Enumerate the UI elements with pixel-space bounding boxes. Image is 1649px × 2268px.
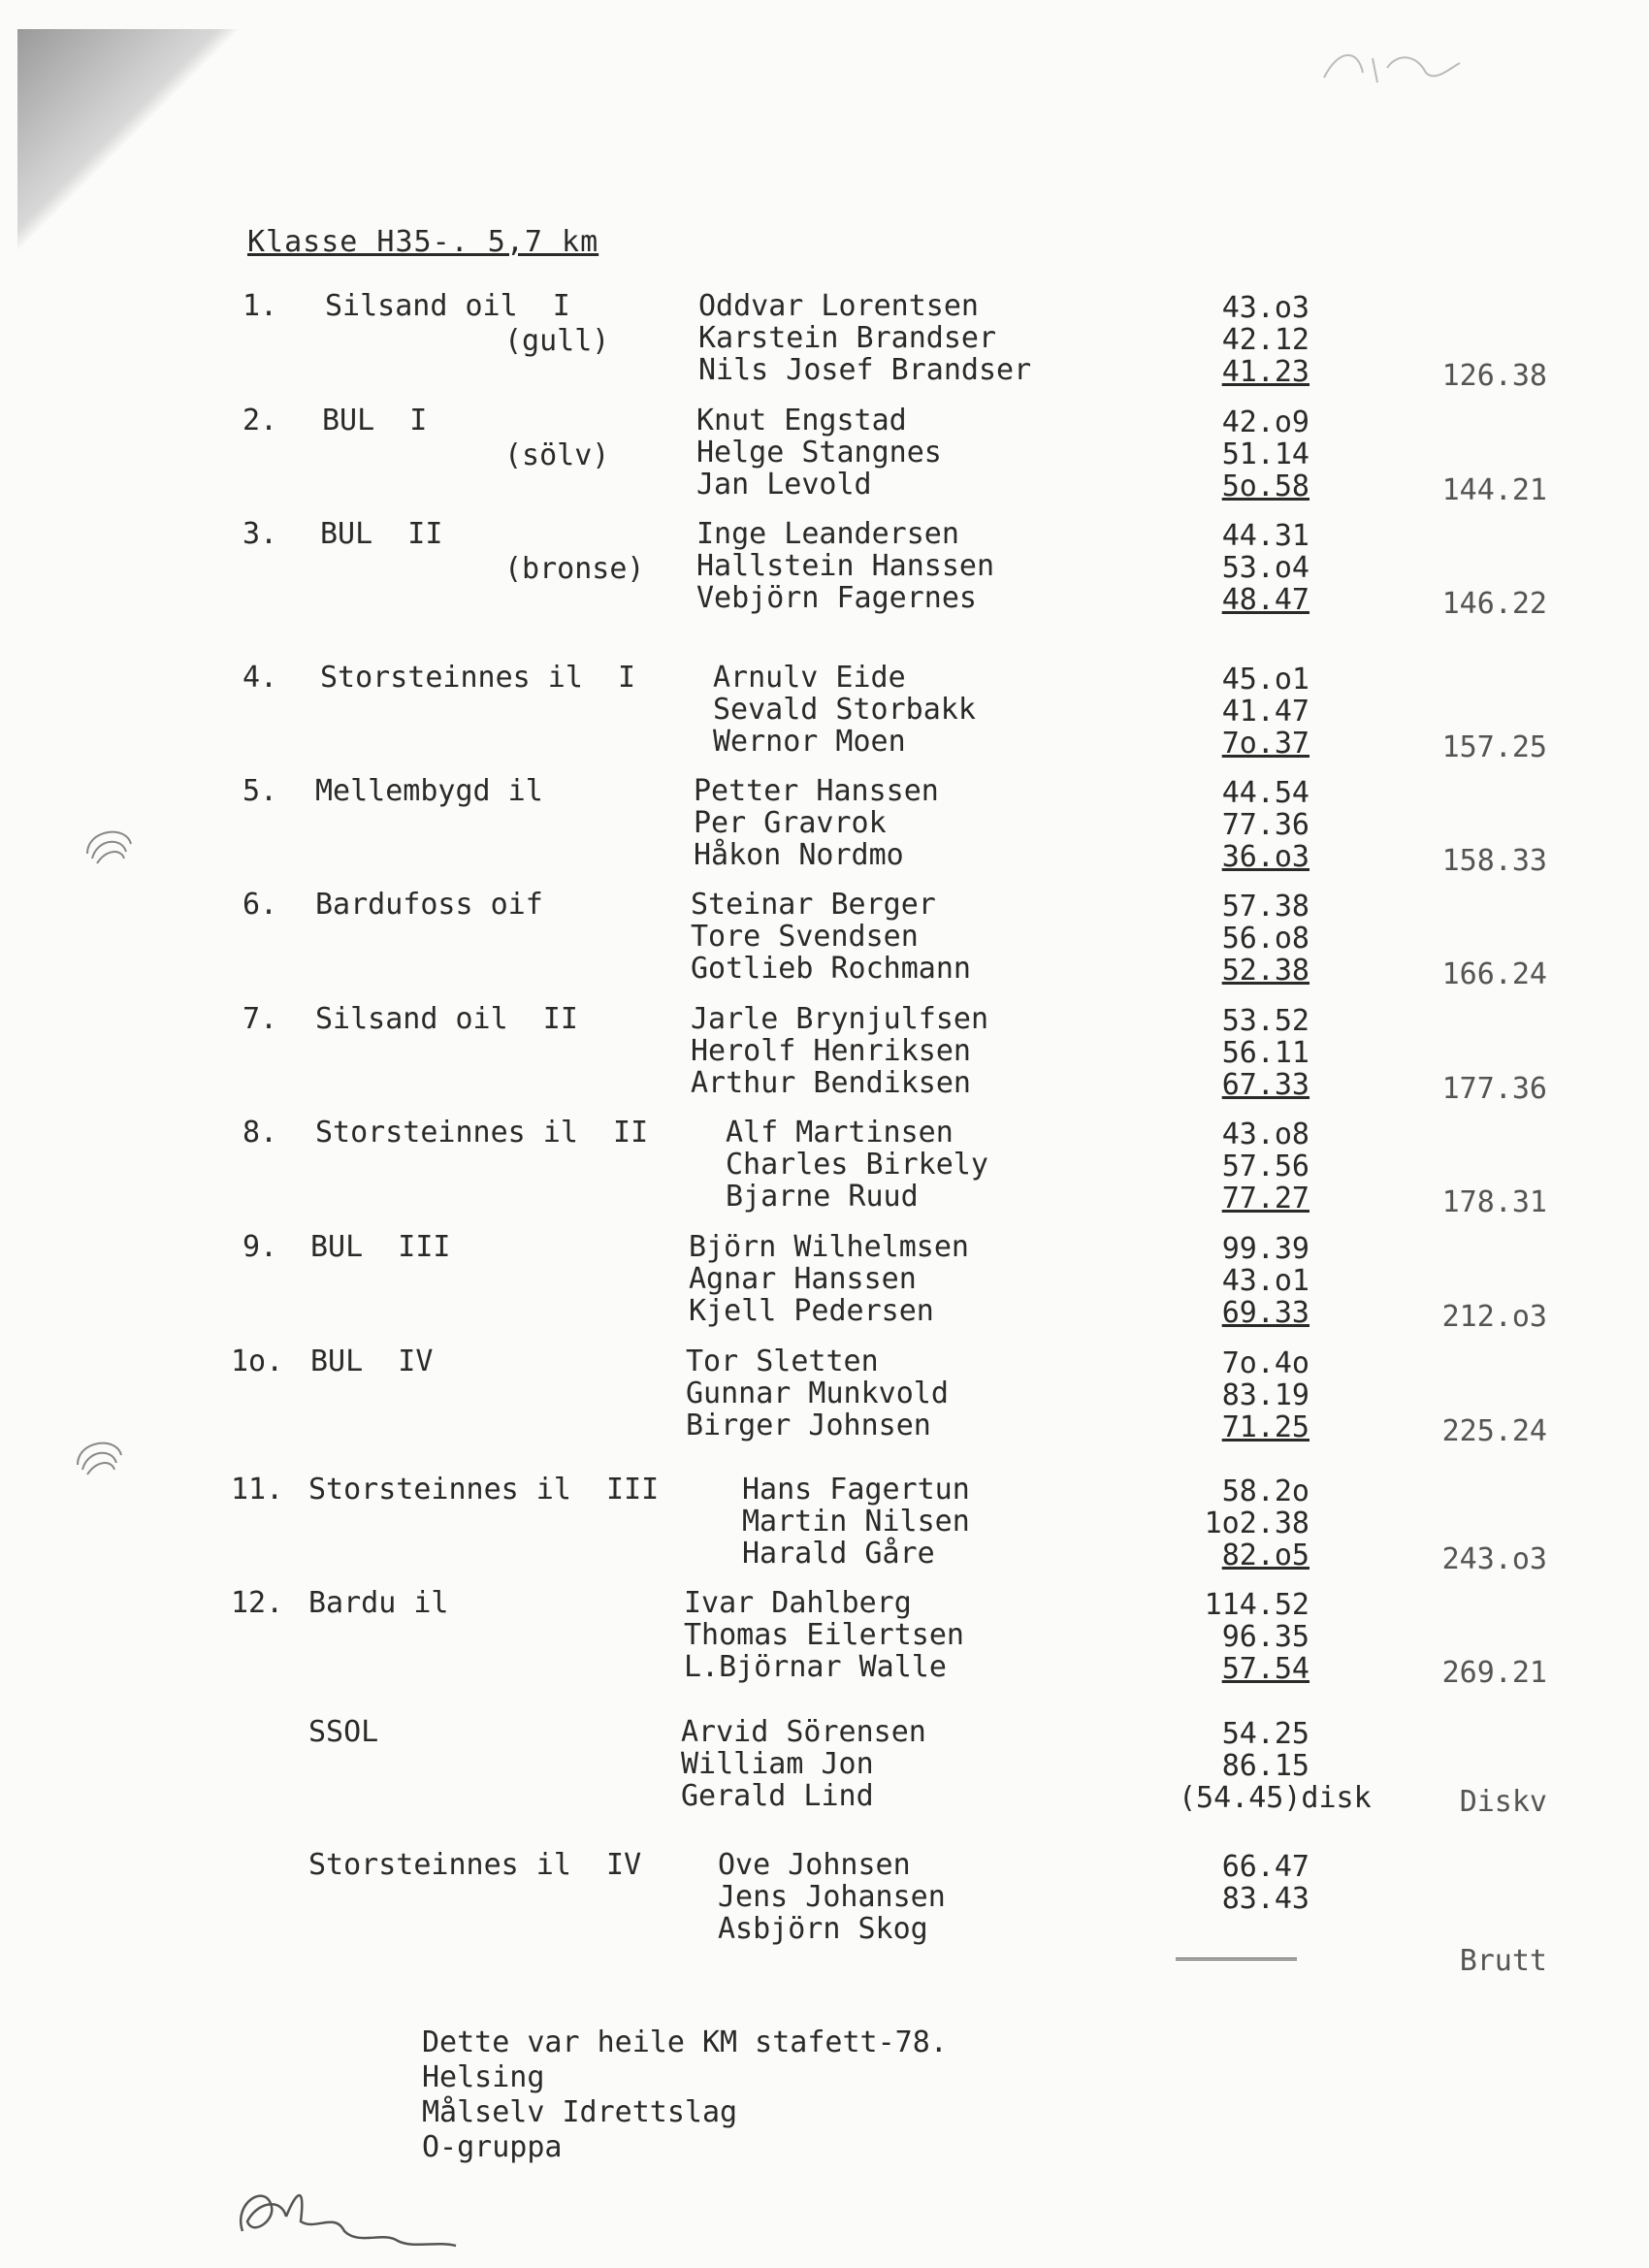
result-rank: 1o. <box>231 1345 284 1378</box>
club-name: SSOL <box>308 1715 379 1749</box>
runner-name: Birger Johnsen <box>686 1409 931 1442</box>
handwritten-note-icon <box>1319 39 1465 97</box>
medal-label: (bronse) <box>504 552 645 586</box>
leg-time: 48.47 <box>1221 583 1310 617</box>
team-total: 212.o3 <box>1441 1300 1547 1334</box>
leg-time: 41.23 <box>1221 355 1310 389</box>
leg-time: 44.54 <box>1221 776 1310 810</box>
leg-time: 99.39 <box>1221 1232 1310 1266</box>
leg-time: 45.o1 <box>1221 663 1310 697</box>
runner-name: Oddvar Lorentsen <box>698 289 979 323</box>
leg-time: 57.38 <box>1221 890 1310 923</box>
club-name: Mellembygd il <box>315 774 543 808</box>
club-name: Storsteinnes il IV <box>308 1848 642 1882</box>
result-rank: 4. <box>242 661 278 695</box>
runner-name: Vebjörn Fagernes <box>696 581 977 615</box>
club-name: BUL I <box>322 404 428 437</box>
leg-time: 53.52 <box>1221 1004 1310 1038</box>
runner-name: L.Björnar Walle <box>684 1650 947 1684</box>
runner-name: Per Gravrok <box>694 806 887 840</box>
leg-time: 71.25 <box>1221 1410 1310 1444</box>
folded-corner <box>17 29 241 252</box>
team-total: 146.22 <box>1441 587 1547 621</box>
runner-name: Hallstein Hanssen <box>696 549 995 583</box>
leg-time: 5o.58 <box>1221 470 1310 503</box>
club-name: Storsteinnes il I <box>320 661 636 695</box>
total-underline <box>1176 1958 1297 1960</box>
runner-name: Tore Svendsen <box>691 920 919 954</box>
leg-time: 7o.4o <box>1221 1346 1310 1380</box>
leg-time: 53.o4 <box>1221 551 1310 585</box>
runner-name: Herolf Henriksen <box>691 1034 971 1068</box>
leg-time: 67.33 <box>1221 1068 1310 1102</box>
runner-name: Nils Josef Brandser <box>698 353 1032 387</box>
runner-name: Jan Levold <box>696 468 872 502</box>
runner-name: William Jon <box>681 1747 874 1781</box>
runner-name: Ove Johnsen <box>718 1848 911 1882</box>
team-total: 177.36 <box>1441 1072 1547 1106</box>
leg-time: 58.2o <box>1221 1474 1310 1508</box>
medal-label: (gull) <box>504 324 610 358</box>
leg-time: 96.35 <box>1221 1620 1310 1654</box>
runner-name: Karstein Brandser <box>698 321 997 355</box>
leg-time: 86.15 <box>1221 1749 1310 1783</box>
leg-time: 51.14 <box>1221 437 1310 471</box>
result-rank: 12. <box>231 1586 284 1620</box>
leg-time: 44.31 <box>1221 519 1310 553</box>
runner-name: Harald Gåre <box>742 1537 935 1571</box>
leg-time: 77.36 <box>1221 808 1310 842</box>
result-rank: 2. <box>242 404 278 437</box>
page-title: Klasse H35-. 5,7 km <box>247 225 599 259</box>
result-rank: 9. <box>242 1230 278 1264</box>
closing-line: Målselv Idrettslag <box>422 2095 738 2129</box>
leg-time: 56.o8 <box>1221 922 1310 956</box>
runner-name: Kjell Pedersen <box>689 1294 934 1328</box>
leg-time: 41.47 <box>1221 695 1310 729</box>
runner-name: Charles Birkely <box>726 1148 988 1182</box>
runner-name: Tor Sletten <box>686 1345 879 1378</box>
runner-name: Sevald Storbakk <box>713 693 976 727</box>
runner-name: Arthur Bendiksen <box>691 1066 971 1100</box>
team-total: 178.31 <box>1441 1185 1547 1219</box>
club-name: BUL II <box>320 517 443 551</box>
leg-time: 43.o1 <box>1221 1264 1310 1298</box>
runner-name: Bjarne Ruud <box>726 1180 919 1214</box>
runner-name: Helge Stangnes <box>696 436 942 470</box>
runner-name: Thomas Eilertsen <box>684 1618 964 1652</box>
leg-time: 42.o9 <box>1221 405 1310 439</box>
leg-time: 69.33 <box>1221 1296 1310 1330</box>
club-name: Bardufoss oif <box>315 888 543 922</box>
closing-line: O-gruppa <box>422 2130 563 2164</box>
runner-name: Jarle Brynjulfsen <box>691 1002 989 1036</box>
leg-time: 57.54 <box>1221 1652 1310 1686</box>
leg-time: (54.45)disk <box>1179 1781 1372 1815</box>
punch-mark-icon <box>78 815 146 873</box>
leg-time: 114.52 <box>1204 1588 1310 1622</box>
runner-name: Wernor Moen <box>713 725 906 759</box>
leg-time: 83.19 <box>1221 1378 1310 1412</box>
runner-name: Knut Engstad <box>696 404 907 437</box>
runner-name: Steinar Berger <box>691 888 936 922</box>
leg-time: 57.56 <box>1221 1150 1310 1183</box>
team-total: 166.24 <box>1441 957 1547 991</box>
runner-name: Arnulv Eide <box>713 661 906 695</box>
team-total: 225.24 <box>1441 1414 1547 1448</box>
leg-time: 82.o5 <box>1221 1539 1310 1572</box>
result-rank: 6. <box>242 888 278 922</box>
leg-time: 43.o8 <box>1221 1118 1310 1151</box>
leg-time: 52.38 <box>1221 954 1310 988</box>
closing-line: Helsing <box>422 2060 545 2094</box>
leg-time: 43.o3 <box>1221 291 1310 325</box>
club-name: Storsteinnes il III <box>308 1473 660 1507</box>
result-rank: 11. <box>231 1473 284 1507</box>
club-name: Storsteinnes il II <box>315 1116 649 1150</box>
leg-time: 36.o3 <box>1221 840 1310 874</box>
team-total: 269.21 <box>1441 1656 1547 1690</box>
leg-time: 1o2.38 <box>1204 1507 1310 1540</box>
club-name: BUL III <box>310 1230 451 1264</box>
leg-time: 56.11 <box>1221 1036 1310 1070</box>
runner-name: Björn Wilhelmsen <box>689 1230 969 1264</box>
leg-time: 66.47 <box>1221 1850 1310 1884</box>
leg-time: 7o.37 <box>1221 727 1310 761</box>
runner-name: Gerald Lind <box>681 1779 874 1813</box>
club-name: Silsand oil I <box>325 289 570 323</box>
result-rank: 3. <box>242 517 278 551</box>
team-total: 157.25 <box>1441 730 1547 764</box>
result-rank: 8. <box>242 1116 278 1150</box>
runner-name: Jens Johansen <box>718 1880 946 1914</box>
runner-name: Inge Leandersen <box>696 517 959 551</box>
team-total: Diskv <box>1459 1785 1547 1819</box>
result-rank: 1. <box>242 289 278 323</box>
runner-name: Arvid Sörensen <box>681 1715 926 1749</box>
team-total: 144.21 <box>1441 473 1547 507</box>
runner-name: Ivar Dahlberg <box>684 1586 912 1620</box>
runner-name: Gotlieb Rochmann <box>691 952 971 986</box>
signature-icon <box>228 2163 461 2260</box>
punch-mark-icon <box>68 1426 136 1484</box>
closing-note <box>422 2025 948 2165</box>
runner-name: Gunnar Munkvold <box>686 1377 949 1410</box>
runner-name: Hans Fagertun <box>742 1473 970 1507</box>
runner-name: Håkon Nordmo <box>694 838 904 872</box>
leg-time: 42.12 <box>1221 323 1310 357</box>
result-rank: 7. <box>242 1002 278 1036</box>
closing-line: Dette var heile KM stafett-78. <box>422 2025 948 2059</box>
runner-name: Petter Hanssen <box>694 774 939 808</box>
leg-time: 83.43 <box>1221 1882 1310 1916</box>
team-total: 158.33 <box>1441 844 1547 878</box>
runner-name: Martin Nilsen <box>742 1505 970 1539</box>
club-name: BUL IV <box>310 1345 434 1378</box>
leg-time: 77.27 <box>1221 1182 1310 1215</box>
medal-label: (sölv) <box>504 438 610 472</box>
runner-name: Alf Martinsen <box>726 1116 954 1150</box>
runner-name: Agnar Hanssen <box>689 1262 917 1296</box>
result-rank: 5. <box>242 774 278 808</box>
club-name: Bardu il <box>308 1586 449 1620</box>
club-name: Silsand oil II <box>315 1002 578 1036</box>
runner-name: Asbjörn Skog <box>718 1912 928 1946</box>
leg-time: 54.25 <box>1221 1717 1310 1751</box>
team-total: Brutt <box>1459 1944 1547 1978</box>
team-total: 126.38 <box>1441 359 1547 393</box>
team-total: 243.o3 <box>1441 1542 1547 1576</box>
